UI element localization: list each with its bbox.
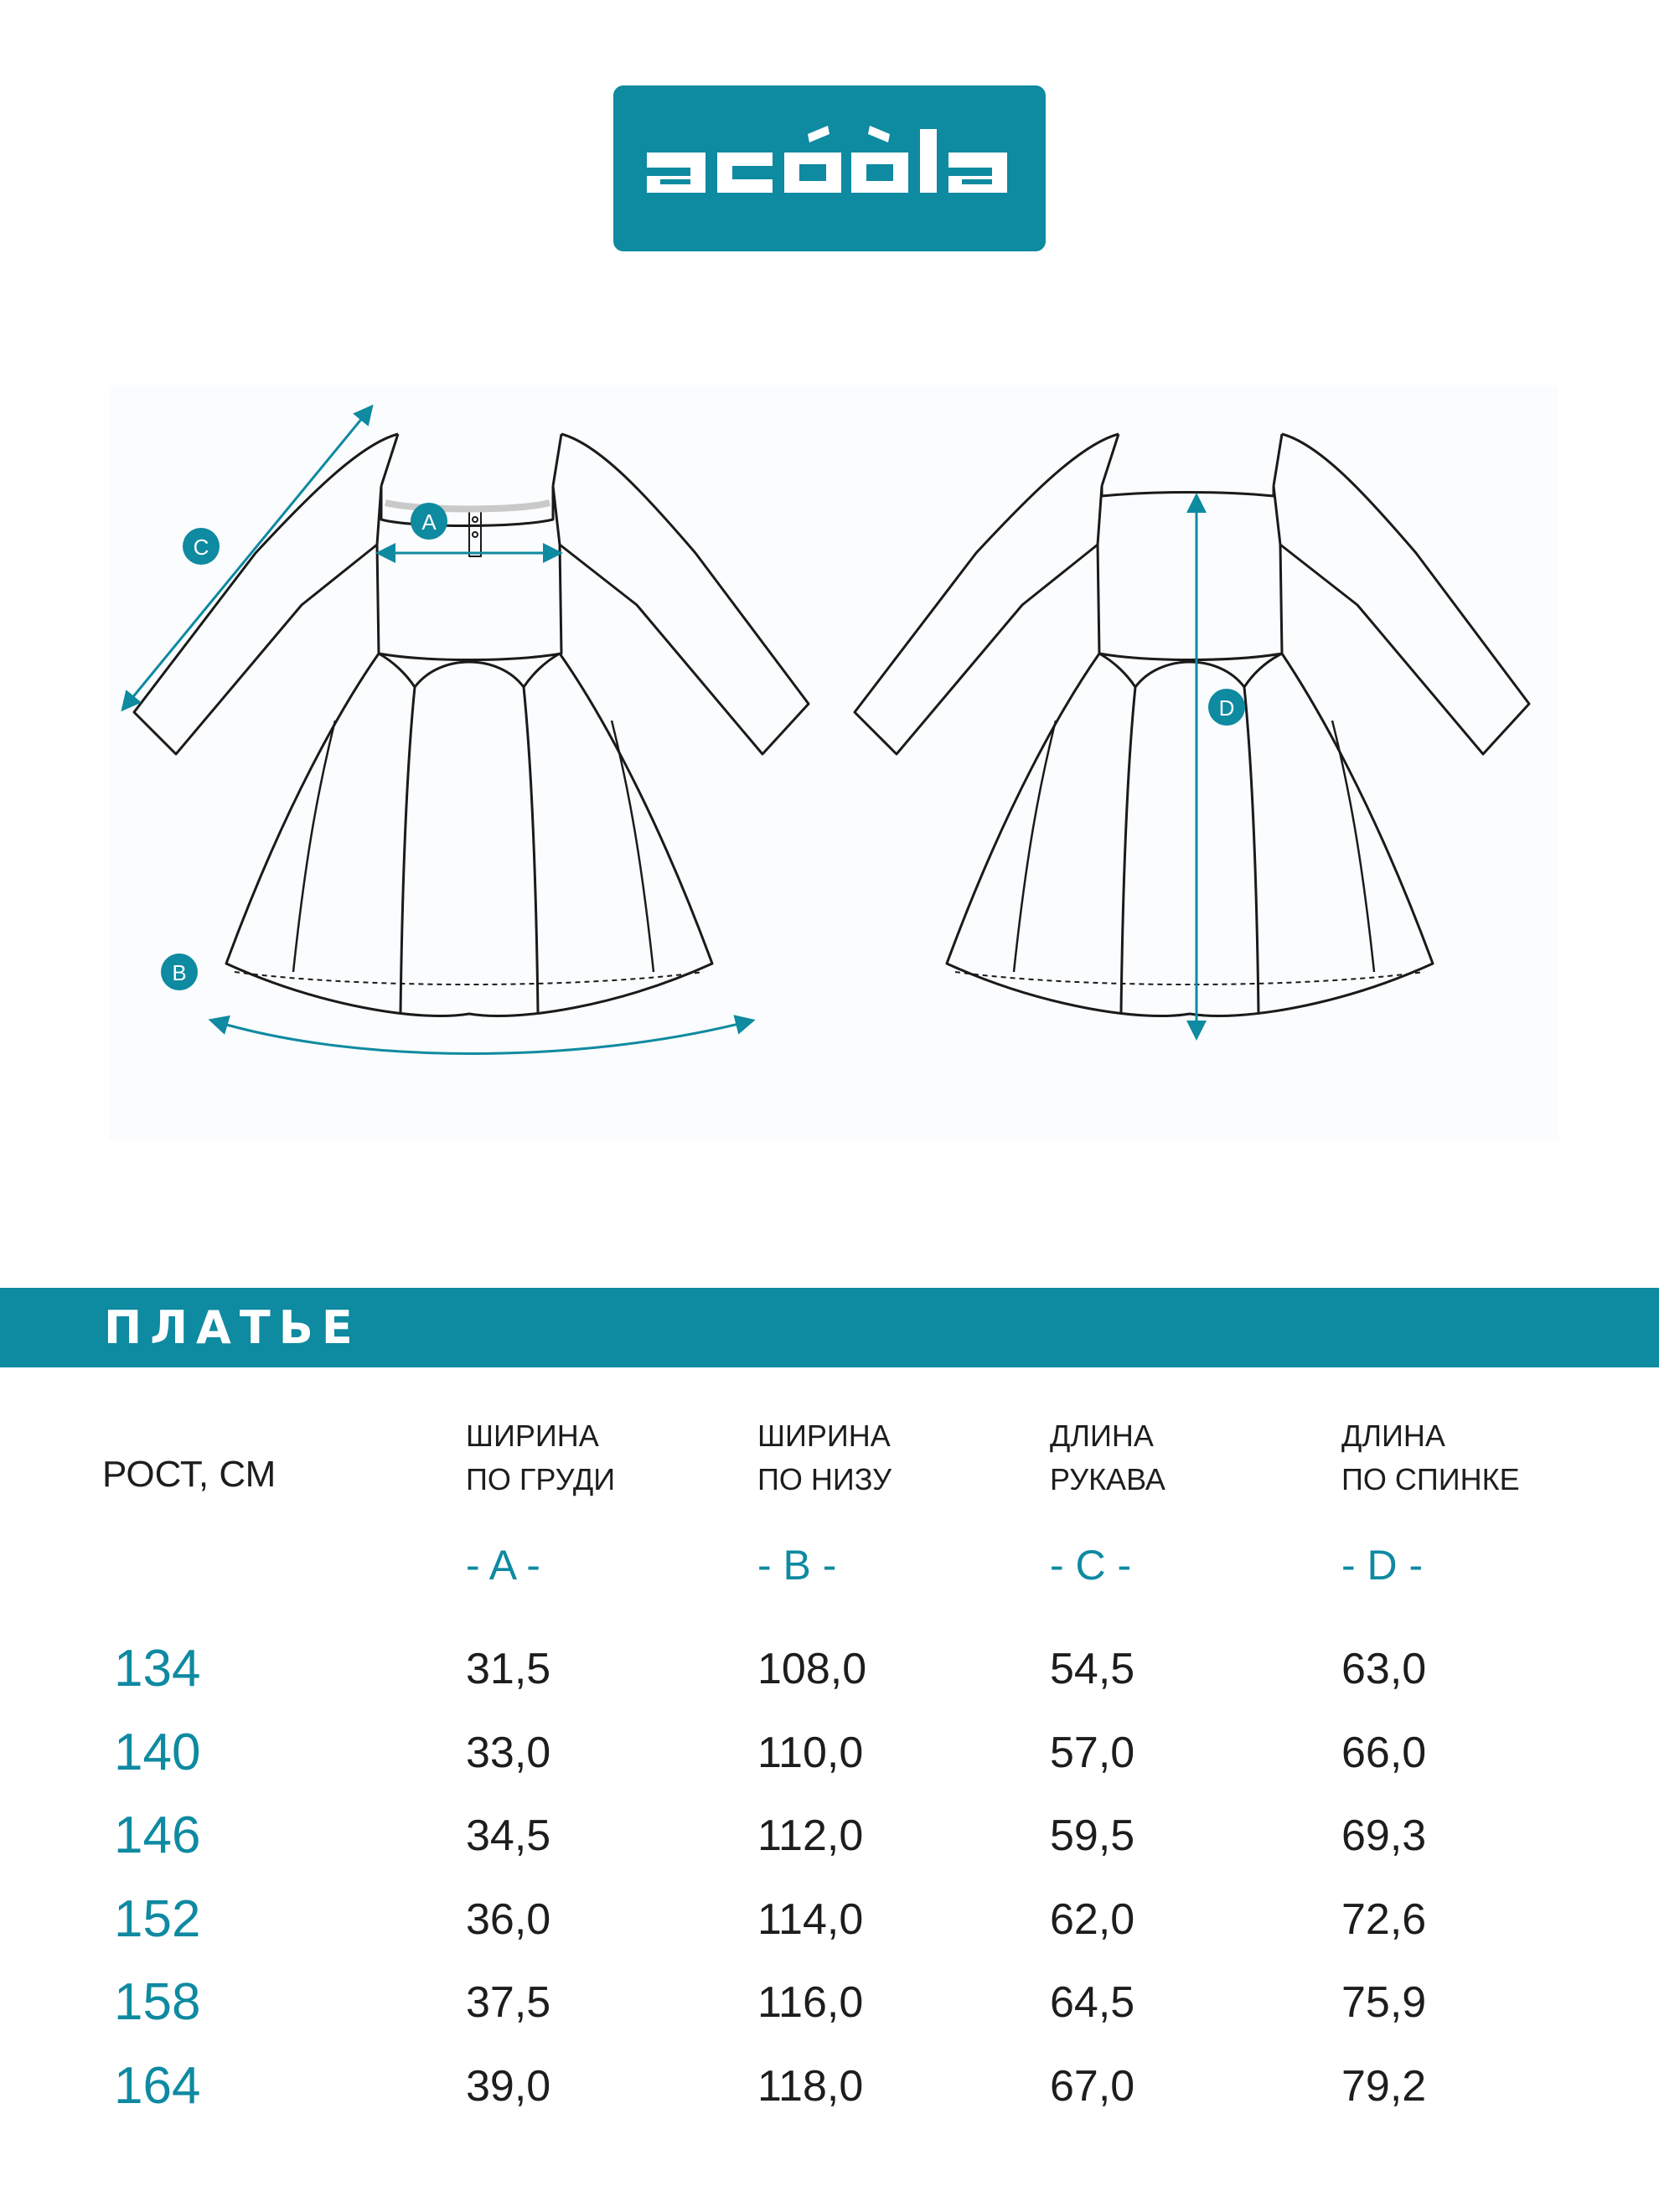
dress-technical-drawing — [109, 385, 1558, 1140]
column-header-line2: ПО СПИНКЕ — [1341, 1462, 1520, 1496]
size-value: 164 — [114, 2057, 201, 2115]
table-row — [0, 1802, 1659, 1878]
brand-logo — [613, 85, 1046, 251]
dress-back-view — [855, 434, 1529, 1016]
size-value: 134 — [114, 1640, 201, 1698]
table-row — [0, 1636, 1659, 1711]
cell-d: 63,0 — [1341, 1645, 1427, 1693]
cell-a: 31,5 — [466, 1645, 551, 1693]
size-value: 146 — [114, 1806, 201, 1864]
column-code-a: - A - — [466, 1542, 540, 1589]
column-code-b: - B - — [757, 1542, 837, 1589]
column-header-line1: ДЛИНА — [1050, 1419, 1154, 1453]
size-value: 158 — [114, 1973, 201, 2031]
column-header-d — [1341, 1414, 1520, 1501]
cell-b: 110,0 — [757, 1729, 864, 1777]
column-header-line2: РУКАВА — [1050, 1462, 1165, 1496]
column-code-c: - C - — [1050, 1542, 1132, 1589]
column-header-line1: ШИРИНА — [466, 1419, 599, 1453]
cell-a: 36,0 — [466, 1895, 551, 1944]
marker-b — [161, 954, 198, 990]
garment-sketches — [109, 385, 1558, 1140]
cell-b: 114,0 — [757, 1895, 864, 1944]
cell-a: 39,0 — [466, 2062, 551, 2111]
column-header-b — [757, 1414, 892, 1501]
cell-d: 66,0 — [1341, 1729, 1427, 1777]
cell-a: 34,5 — [466, 1811, 551, 1860]
section-title: ПЛАТЬЕ — [104, 1301, 361, 1354]
cell-b: 108,0 — [757, 1645, 867, 1693]
column-header-line2: ПО НИЗУ — [757, 1462, 892, 1496]
section-banner — [0, 1288, 1659, 1367]
cell-b: 116,0 — [757, 1978, 864, 2027]
cell-d: 72,6 — [1341, 1895, 1427, 1944]
marker-c — [183, 528, 220, 565]
marker-d — [1208, 689, 1245, 726]
column-header-c — [1050, 1414, 1165, 1501]
cell-b: 118,0 — [757, 2062, 864, 2111]
cell-d: 79,2 — [1341, 2062, 1427, 2111]
row-header: РОСТ, СМ — [102, 1454, 276, 1495]
marker-a — [411, 503, 447, 540]
cell-c: 62,0 — [1050, 1895, 1135, 1944]
table-row — [0, 2053, 1659, 2128]
column-header-a — [466, 1414, 615, 1501]
table-row — [0, 1886, 1659, 1961]
cell-d: 69,3 — [1341, 1811, 1427, 1860]
svg-text:C: C — [193, 535, 209, 560]
cell-b: 112,0 — [757, 1811, 864, 1860]
cell-c: 57,0 — [1050, 1729, 1135, 1777]
svg-text:D: D — [1218, 695, 1235, 721]
size-value: 152 — [114, 1890, 201, 1948]
column-header-line1: ШИРИНА — [757, 1419, 891, 1453]
cell-c: 67,0 — [1050, 2062, 1135, 2111]
cell-c: 59,5 — [1050, 1811, 1135, 1860]
table-row — [0, 1719, 1659, 1795]
cell-c: 54,5 — [1050, 1645, 1135, 1693]
cell-c: 64,5 — [1050, 1978, 1135, 2027]
table-row — [0, 1969, 1659, 2044]
cell-a: 33,0 — [466, 1729, 551, 1777]
cell-d: 75,9 — [1341, 1978, 1427, 2027]
column-header-line2: ПО ГРУДИ — [466, 1462, 616, 1496]
dress-front-view — [134, 434, 809, 1016]
svg-text:A: A — [421, 509, 437, 535]
column-header-line1: ДЛИНА — [1341, 1419, 1445, 1453]
size-value: 140 — [114, 1724, 201, 1781]
column-code-d: - D - — [1341, 1542, 1424, 1589]
svg-text:B: B — [172, 960, 187, 985]
acoola-logo-icon — [613, 85, 1046, 251]
cell-a: 37,5 — [466, 1978, 551, 2027]
